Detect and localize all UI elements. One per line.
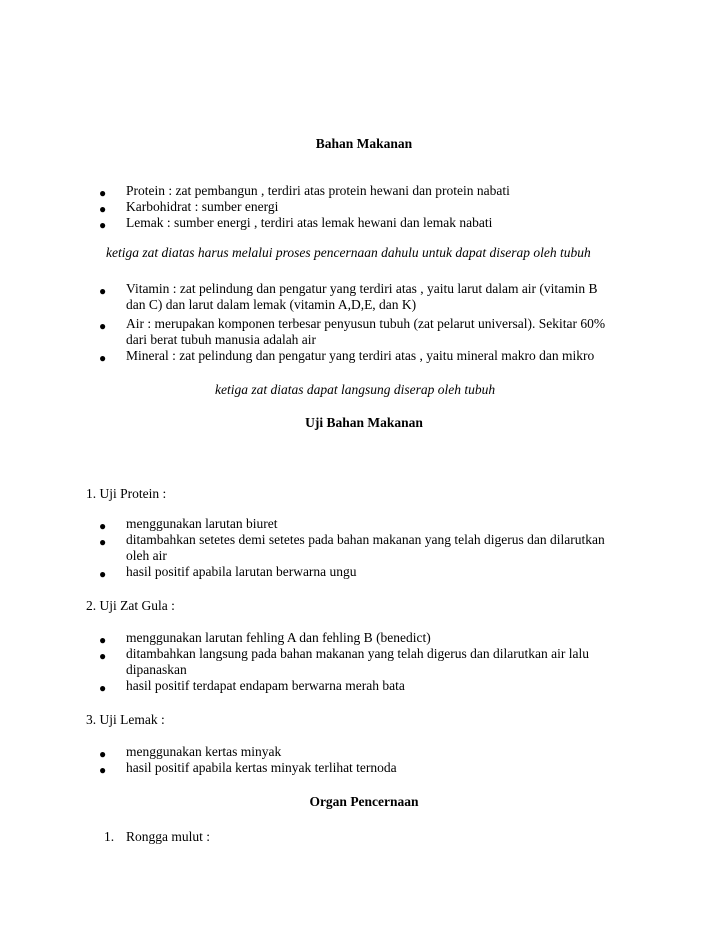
list-item-continued: dan C) dan larut dalam lemak (vitamin A,D,E, dan K) — [126, 297, 417, 312]
list-item: Rongga mulut : — [126, 829, 210, 844]
list-item: menggunakan larutan biuret — [126, 516, 278, 531]
list-item: menggunakan larutan fehling A dan fehling B (benedict) — [126, 630, 431, 645]
bullet: ● — [99, 202, 107, 216]
bullet: ● — [99, 763, 107, 777]
bullet: ● — [99, 351, 107, 365]
bullet: ● — [99, 567, 107, 581]
list-item: Karbohidrat : sumber energi — [126, 199, 279, 214]
list-item: hasil positif apabila larutan berwarna ungu — [126, 564, 357, 579]
list-item: Mineral : zat pelindung dan pengatur yang terdiri atas , yaitu mineral makro dan mikro — [126, 348, 595, 363]
list-item: menggunakan kertas minyak — [126, 744, 282, 759]
list-item: Lemak : sumber energi , terdiri atas lemak hewani dan lemak nabati — [126, 215, 493, 230]
bullet: ● — [99, 284, 107, 298]
list-item: hasil positif apabila kertas minyak terlihat ternoda — [126, 760, 397, 775]
heading-uji-bahan-makanan: Uji Bahan Makanan — [305, 415, 423, 430]
section-uji-gula: 2. Uji Zat Gula : — [86, 598, 175, 613]
bullet: ● — [99, 519, 107, 533]
bullet: ● — [99, 649, 107, 663]
bullet: ● — [99, 747, 107, 761]
list-item: Air : merupakan komponen terbesar penyusun tubuh (zat pelarut universal). Sekitar 60% — [126, 316, 606, 331]
list-item-continued: dipanaskan — [126, 662, 187, 677]
bullet: ● — [99, 535, 107, 549]
list-item: hasil positif terdapat endapam berwarna merah bata — [126, 678, 405, 693]
list-item: ditambahkan setetes demi setetes pada bahan makanan yang telah digerus dan dilarutkan — [126, 532, 605, 547]
list-number: 1. — [104, 829, 115, 844]
bullet: ● — [99, 218, 107, 232]
bullet: ● — [99, 681, 107, 695]
note-direct-absorb: ketiga zat diatas dapat langsung diserap oleh tubuh — [215, 382, 496, 397]
list-item-continued: dari berat tubuh manusia adalah air — [126, 332, 317, 347]
section-uji-protein: 1. Uji Protein : — [86, 486, 167, 501]
list-item-continued: oleh air — [126, 548, 167, 563]
list-item: Protein : zat pembangun , terdiri atas protein hewani dan protein nabati — [126, 183, 510, 198]
bullet: ● — [99, 319, 107, 333]
note-digestion: ketiga zat diatas harus melalui proses pencernaan dahulu untuk dapat diserap oleh tubuh — [106, 245, 591, 260]
list-item: Vitamin : zat pelindung dan pengatur yang terdiri atas , yaitu larut dalam air (vitamin B — [126, 281, 598, 296]
bullet: ● — [99, 633, 107, 647]
section-uji-lemak: 3. Uji Lemak : — [86, 712, 165, 727]
heading-organ-pencernaan: Organ Pencernaan — [309, 794, 419, 809]
list-item: ditambahkan langsung pada bahan makanan yang telah digerus dan dilarutkan air lalu — [126, 646, 589, 661]
heading-bahan-makanan: Bahan Makanan — [315, 136, 413, 151]
bullet: ● — [99, 186, 107, 200]
